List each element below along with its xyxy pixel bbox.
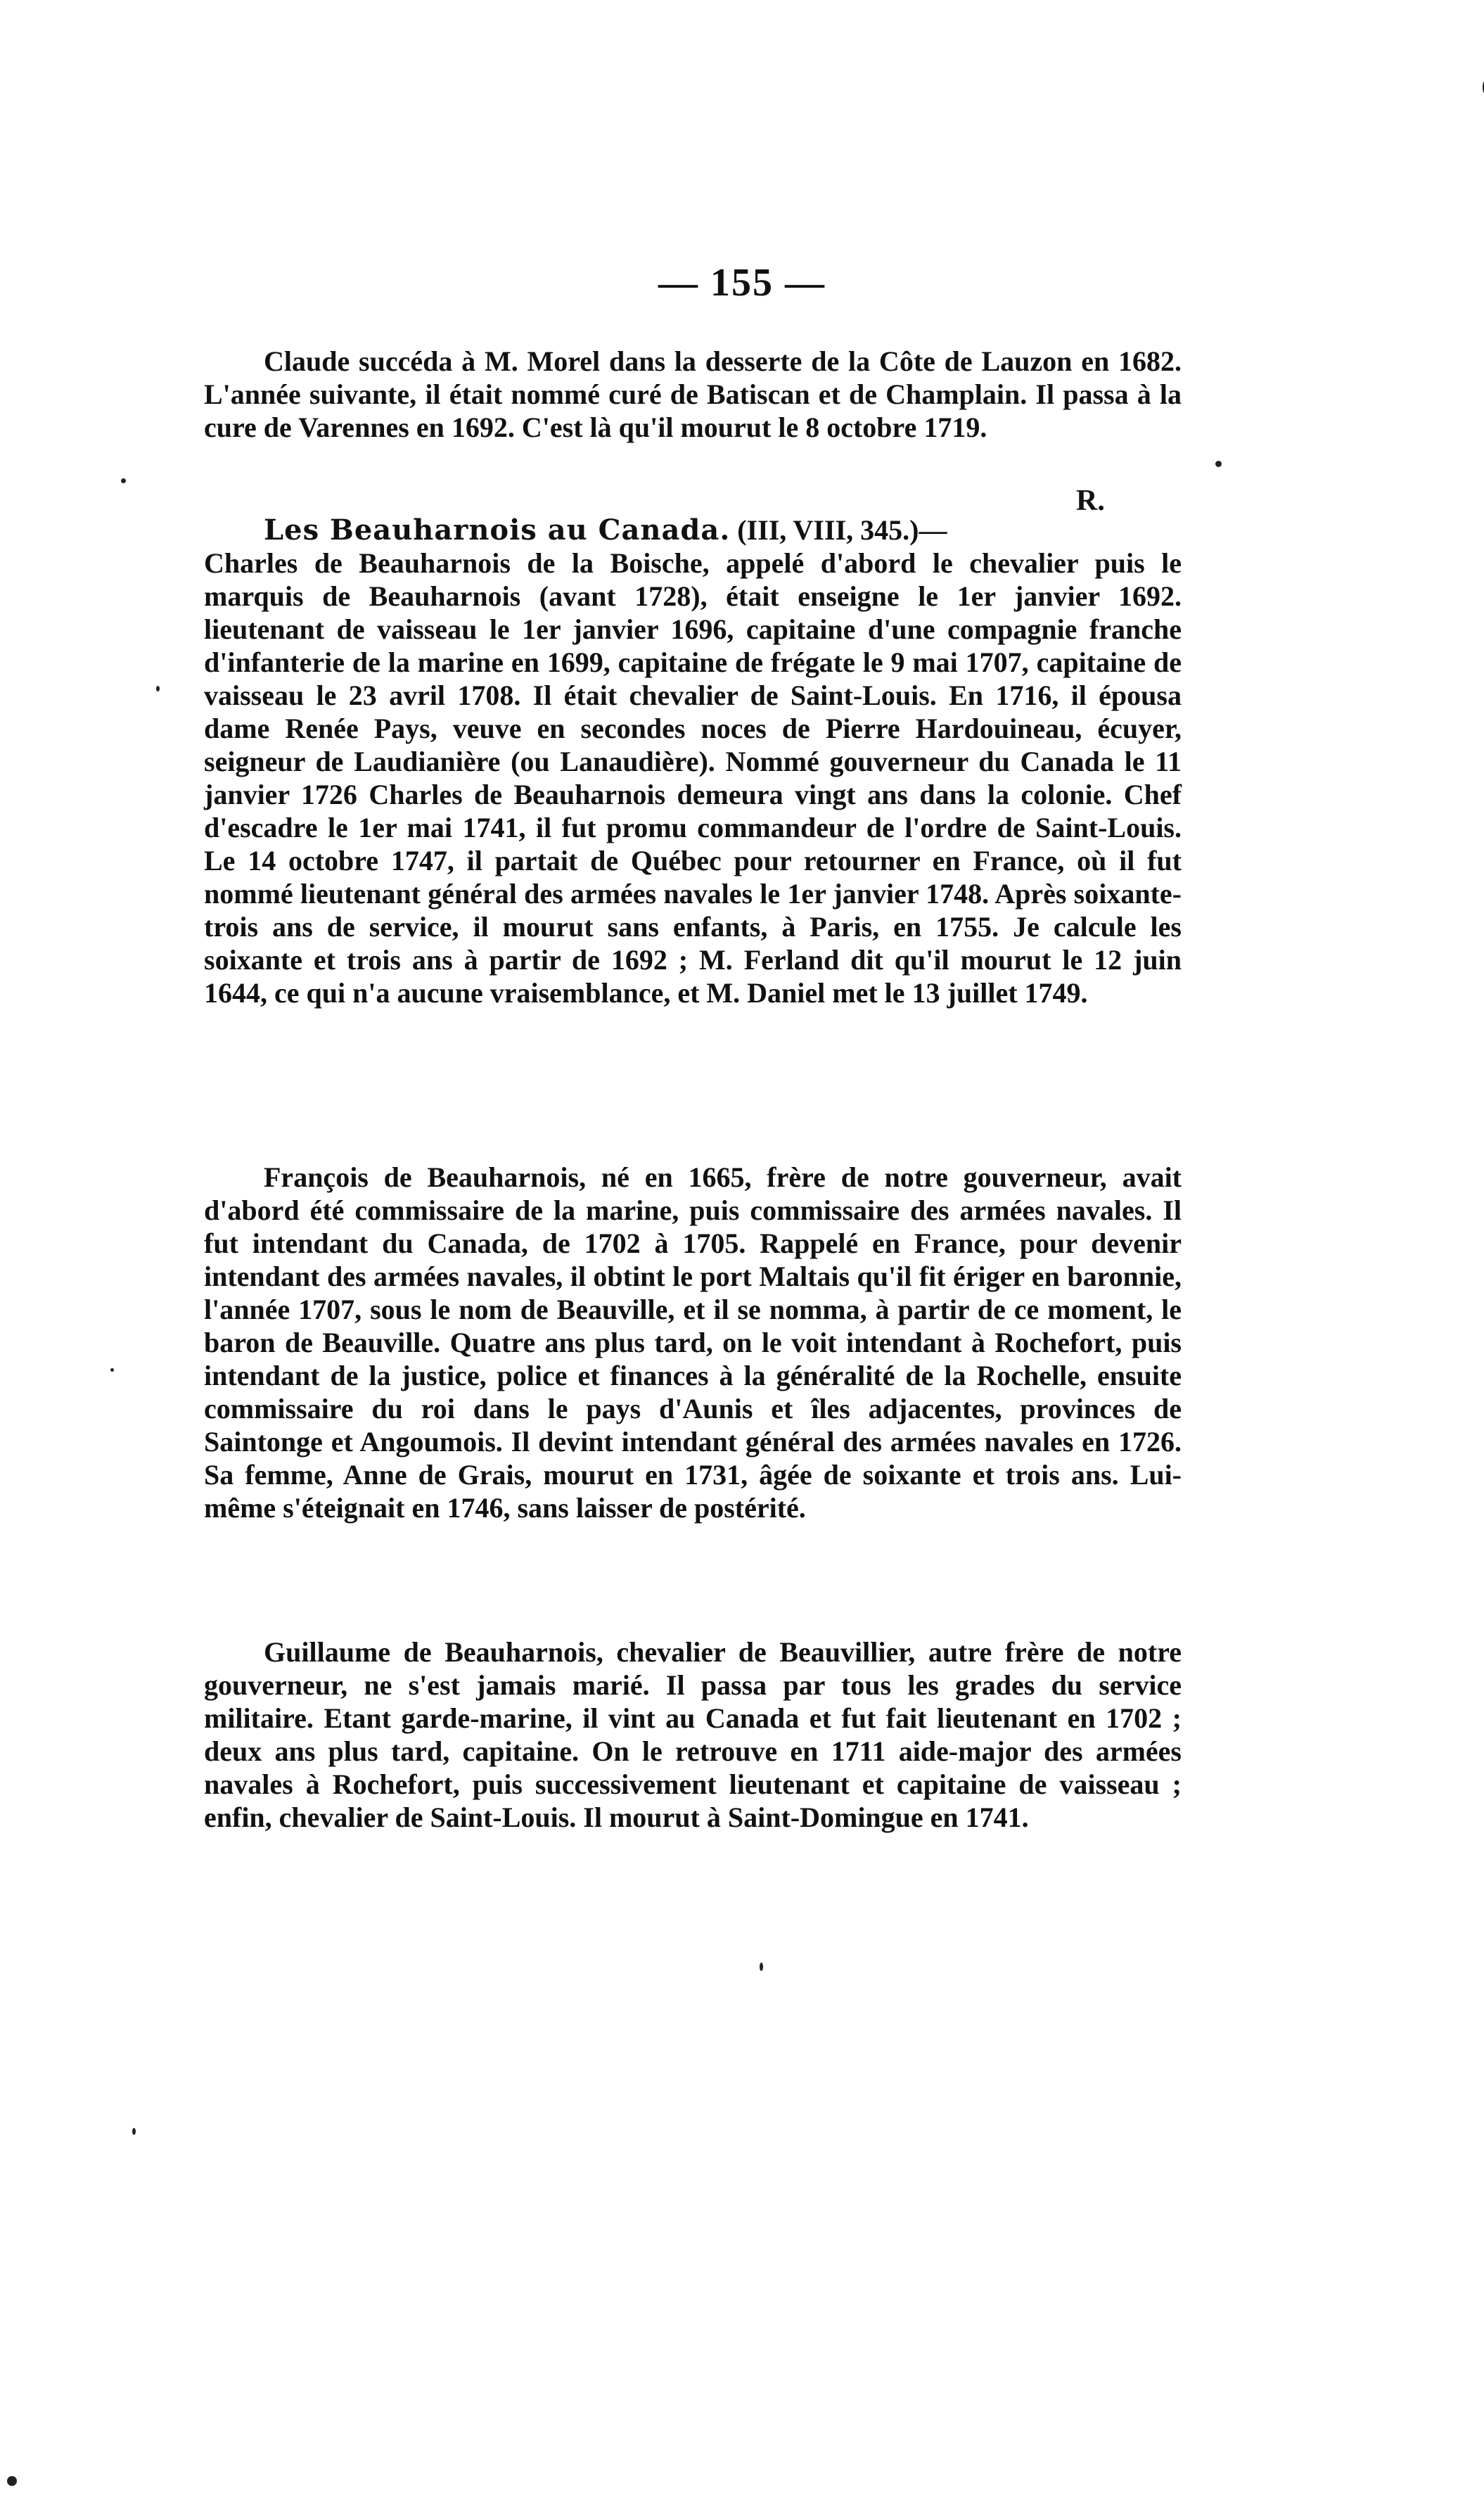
scan-speck	[7, 2476, 17, 2486]
paragraph-text: Guillaume de Beauharnois, chevalier de Beauvillier, autre frère de notre gouverneur, ne s'est jamais marié. Il passa par tous les grades du service militaire. Etant garde-marine, il vint au Canada et fut fait lieutenant en 1702 ; deux ans plus tard, capitaine. On le retrouve en 1711 aide-major des armées navales à Rochefort, puis successivement lieutenant et capitaine de vaisseau ; enfin, chevalier de Saint-Louis. Il mourut à Saint-Domingue en 1741.	[204, 1636, 1182, 1833]
section-title: Les Beauharnois au Canada.	[264, 514, 731, 547]
paragraph-claude	[204, 345, 1182, 444]
page-number: — 155 —	[658, 261, 826, 305]
paragraph-francois	[204, 1161, 1182, 1524]
paragraph-charles	[204, 514, 1182, 547]
scan-speck	[110, 1368, 114, 1372]
scan-speck	[760, 1963, 763, 1971]
section-beauharnois	[204, 514, 1182, 1009]
scan-speck	[1215, 461, 1222, 467]
paragraph-text: François de Beauharnois, né en 1665, frère de notre gouverneur, avait d'abord été commissaire de la marine, puis commissaire des armées navales. Il fut intendant du Canada, de 1702 à 1705. Rappelé en France, pour devenir intendant des armées navales, il obtint le port Maltais qu'il fit ériger en baronnie, l'année 1707, sous le nom de Beauville, et il se nomma, à partir de ce moment, le baron de Beauville. Quatre ans plus tard, on le voit intendant à Rochefort, puis intendant de la justice, police et finances à la généralité de la Rochelle, ensuite commissaire du roi dans le pays d'Aunis et îles adjacentes, provinces de Saintonge et Angoumois. Il devint intendant général des armées navales en 1726. Sa femme, Anne de Grais, mourut en 1731, âgée de soixante et trois ans. Lui-même s'éteignait en 1746, sans laisser de postérité.	[204, 1161, 1182, 1524]
section-reference: (III, VIII, 345.)—	[730, 514, 947, 546]
scan-speck	[156, 686, 160, 691]
paragraph-text: Charles de Beauharnois de la Boische, appelé d'abord le chevalier puis le marquis de Beauharnois (avant 1728), était enseigne le 1er janvier 1692. lieutenant de vaisseau le 1er janvier 1696, capitaine d'une compagnie franche d'infanterie de la marine en 1699, capitaine de frégate le 9 mai 1707, capitaine de vaisseau le 23 avril 1708. Il était chevalier de Saint-Louis. En 1716, il épousa dame Renée Pays, veuve en secondes noces de Pierre Hardouineau, écuyer, seigneur de Laudianière (ou Lanaudière). Nommé gouverneur du Canada le 11 janvier 1726 Charles de Beauharnois demeura vingt ans dans la colonie. Chef d'escadre le 1er mai 1741, il fut promu commandeur de l'ordre de Saint-Louis. Le 14 octobre 1747, il partait de Québec pour retourner en France, où il fut nommé lieutenant général des armées navales le 1er janvier 1748. Après soixante-trois ans de service, il mourut sans enfants, à Paris, en 1755. Je calcule les soixante et trois ans à partir de 1692 ; M. Ferland dit qu'il mourut le 12 juin 1644, ce qui n'a aucune vraisemblance, et M. Daniel met le 13 juillet 1749.	[204, 547, 1182, 1009]
scan-speck	[121, 478, 126, 483]
paragraph-guillaume	[204, 1635, 1182, 1834]
author-initial: R.	[1076, 485, 1105, 517]
scan-speck	[132, 2128, 136, 2135]
paragraph-text: Claude succéda à M. Morel dans la desserte de la Côte de Lauzon en 1682. L'année suivante, il était nommé curé de Batiscan et de Champlain. Il passa à la cure de Varennes en 1692. C'est là qu'il mourut le 8 octobre 1719.	[204, 345, 1182, 443]
